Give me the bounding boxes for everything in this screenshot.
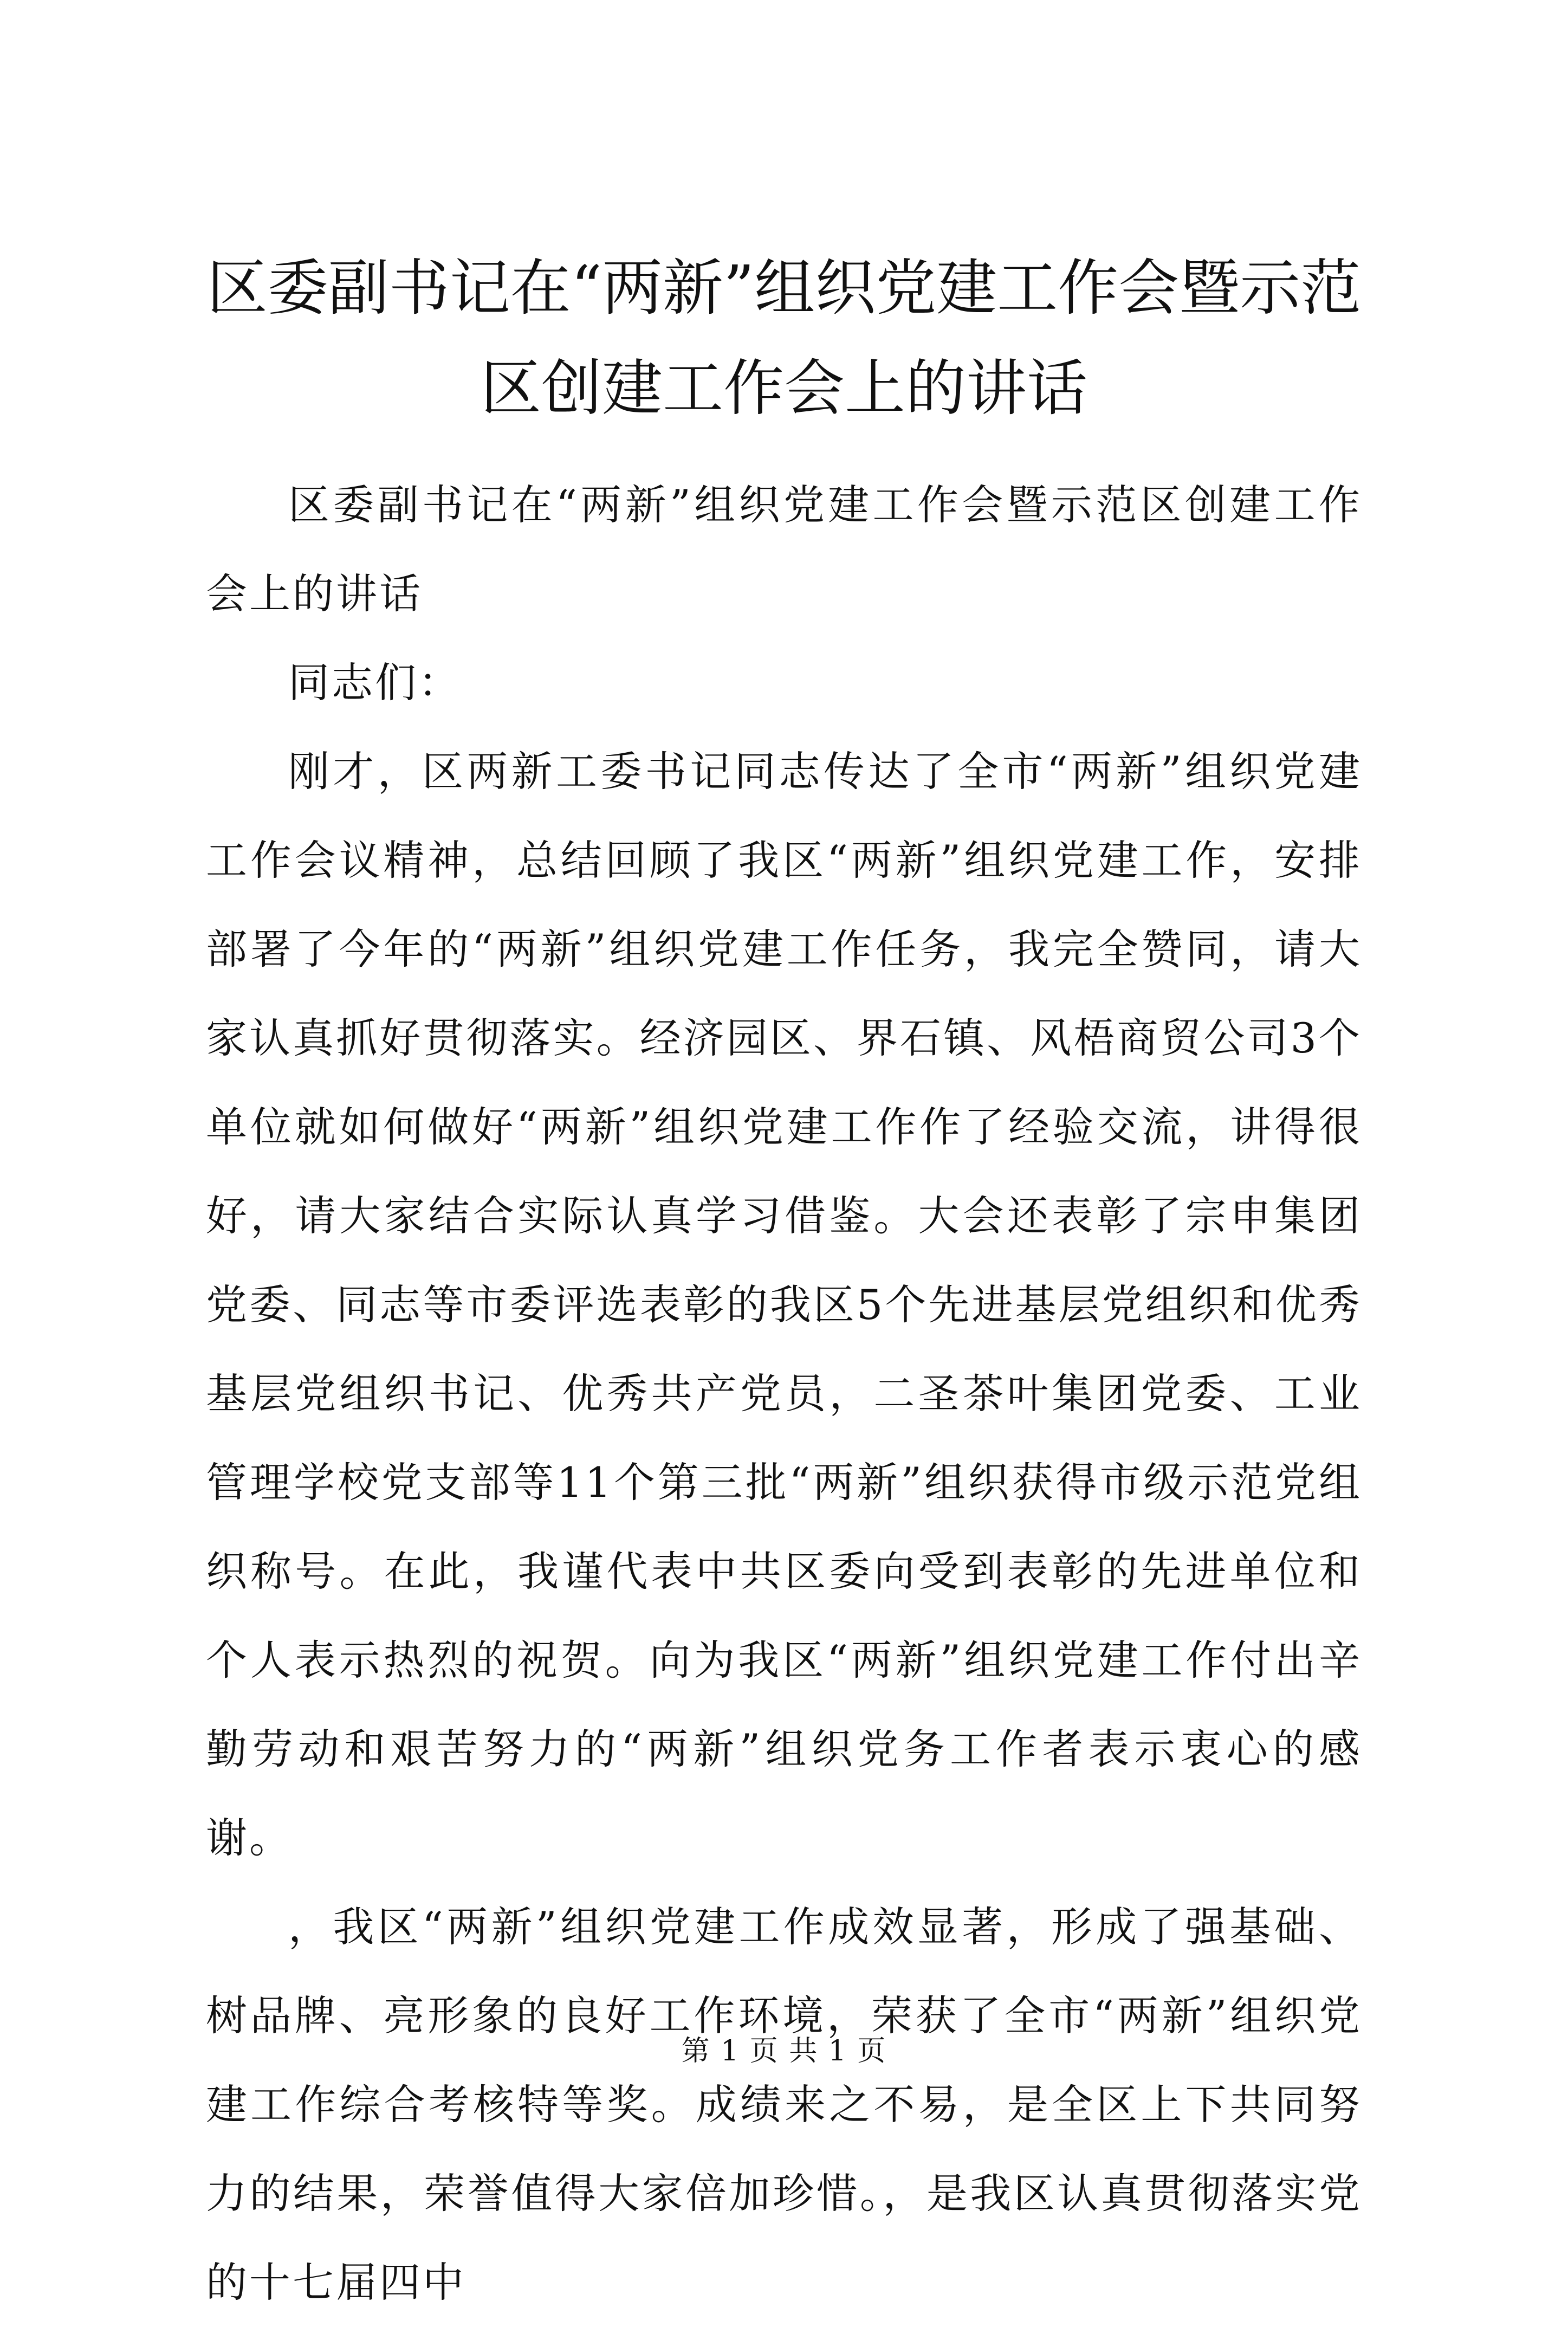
- paragraph-opening: 刚才，区两新工委书记同志传达了全市“两新”组织党建工作会议精神，总结回顾了我区“两新”组织党建工作，安排部署了今年的“两新”组织党建工作任务，我完全赞同，请大家认真抓好贯彻落实。经济园区、界石镇、风梧商贸公司3个单位就如何做好“两新”组织党建工作作了经验交流，讲得很好，请大家结合实际认真学习借鉴。大会还表彰了宗申集团党委、同志等市委评选表彰的我区5个先进基层党组织和优秀基层党组织书记、优秀共产党员，二圣茶叶集团党委、工业管理学校党支部等11个第三批“两新”组织获得市级示范党组织称号。在此，我谨代表中共区委向受到表彰的先进单位和个人表示热烈的祝贺。向为我区“两新”组织党建工作付出辛勤劳动和艰苦努力的“两新”组织党务工作者表示衷心的感谢。: [206, 747, 1362, 1862]
- paragraph-greeting: 同志们：: [288, 658, 462, 707]
- page-footer: 第 1 页 共 1 页: [681, 2035, 887, 2067]
- document-title: 区委副书记在“两新”组织党建工作会暨示范区创建工作会上的讲话: [206, 253, 1362, 424]
- paragraph-title-repeat: 区委副书记在“两新”组织党建工作会暨示范区创建工作会上的讲话: [206, 481, 1362, 618]
- paragraph-achievements: ，我区“两新”组织党建工作成效显著，形成了强基础、树品牌、亮形象的良好工作环境，荣获了全市“两新”组织党建工作综合考核特等奖。成绩来之不易，是全区上下共同努力的结果，荣誉值得大家倍加珍惜。，是我区认真贯彻落实党的十七届四中: [206, 1903, 1362, 2306]
